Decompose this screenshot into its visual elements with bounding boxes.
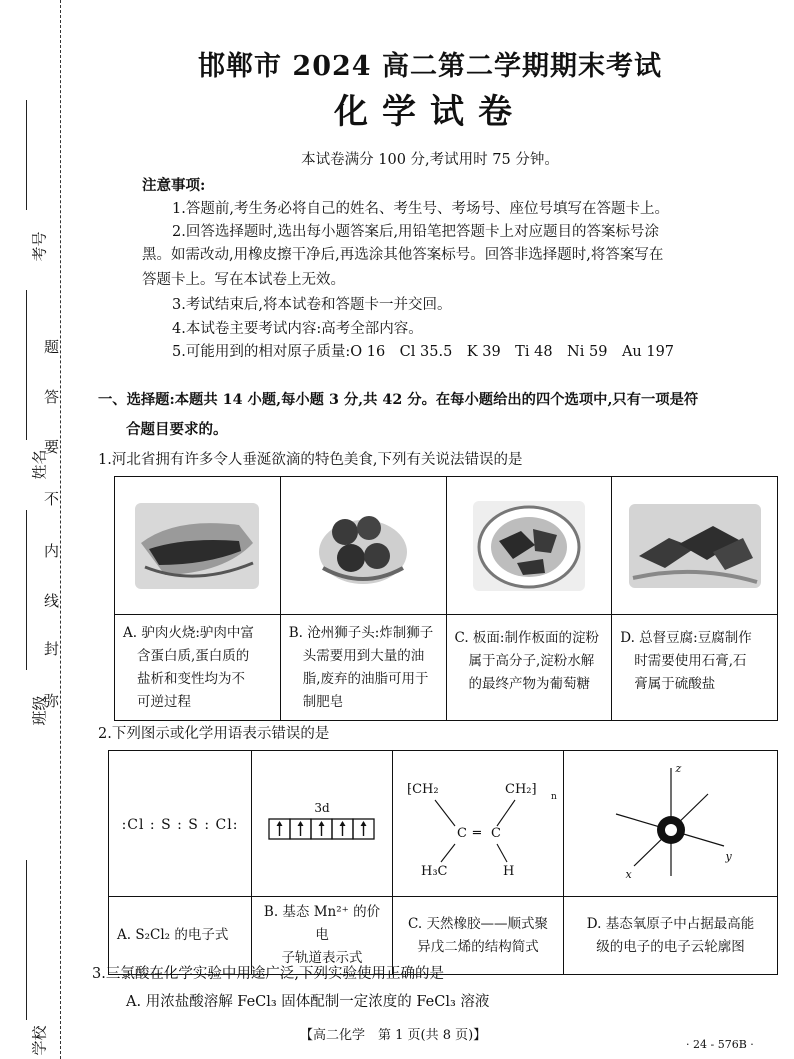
structure-n: n [551,791,557,802]
option-line: 子轨道表示式 [281,950,363,966]
option-line: B. 沧州狮子头:炸制狮子 [288,624,434,641]
option-2d [564,897,778,975]
question-1-table [114,476,778,721]
notice-heading: 注意事项: [142,177,206,194]
option-line: D. 总督豆腐:豆腐制作 [620,630,752,646]
noodle-photo [473,501,585,591]
seal-char: 要 [44,438,60,456]
page-footer: 【高二化学 第 1 页(共 8 页)】 [300,1028,487,1043]
notice-item: 黑。如需改动,用橡皮擦干净后,再选涂其他答案标号。回答非选择题时,将答案写在 [142,247,664,263]
structure-ch2-right: CH₂⁆ [505,781,537,797]
notice-item: 2.回答选择题时,选出每小题答案后,用铅笔把答题卡上对应题目的答案标号涂 [172,224,660,240]
structure-c1: C [457,825,467,841]
photo-cell [280,477,446,615]
p-orbital-diagram [596,754,746,894]
option-line: 盐析和变性均为不 [137,670,245,687]
notice-item: 答题卡上。写在本试卷上无效。 [142,272,345,288]
kaohao-label: 考号 [30,231,49,262]
axis-x-label: x [625,867,632,881]
s2cl2-electron-formula: :Cl : S : S : Cl: [121,817,239,833]
seal-char: 线 [44,592,60,610]
photo-cell [115,477,281,615]
notice-item: 4.本试卷主要考试内容:高考全部内容。 [172,321,423,337]
option-1c [446,615,612,721]
photo-cell [612,477,778,615]
option-line: 异戊二烯的结构简式 [417,938,539,955]
option-line: 头需要用到大量的油 [302,647,425,664]
option-line: 的最终产物为葡萄糖 [468,676,590,692]
photo-cell [446,477,612,615]
seal-char: 题 [44,338,60,356]
seal-char: 封 [44,640,60,658]
banji-underline [26,510,27,670]
option-line: 级的电子的电子云轮廓图 [596,938,745,955]
orbital-label: 3d [314,800,330,815]
electron-formula-cell [109,751,252,897]
question-3-stem: 3.三氯酸在化学实验中用途广泛,下列实验使用正确的是 [92,966,444,982]
orbital-diagram [267,817,377,841]
axis-z-label: z [675,761,682,775]
section-heading: 一、选择题:本题共 14 小题,每小题 3 分,共 42 分。在每小题给出的四个选项中,只有一项是符 [98,392,699,408]
option-line: C. 板面:制作板面的淀粉 [454,630,599,646]
structure-h3c: H₃C [421,863,448,879]
seal-char: 答 [44,388,60,406]
orbital-cloud-cell [564,751,778,897]
exam-title: 邯郸市 2024 高二第二学期期末考试 [198,51,662,82]
seal-line [60,0,61,1059]
lion-head-meatball-photo [303,498,423,594]
option-line: 脂,废弃的油脂可用于 [302,670,429,687]
option-line: C. 天然橡胶——顺式聚 [408,915,548,932]
option-line: D. 基态氧原子中占据最高能 [586,915,755,932]
option-line: 含蛋白质,蛋白质的 [137,647,250,664]
subject-title: 化学试卷 [334,92,526,132]
xuexiao-label: 学校 [30,1025,49,1056]
option-1d [612,615,778,721]
xingming-label: 姓名 [30,449,49,480]
kaohao-underline [26,100,27,210]
option-line: B. 基态 Mn²⁺ 的价电 [263,904,381,943]
tofu-photo [629,504,761,588]
question-2-stem: 2.下列图示或化学用语表示错误的是 [98,726,330,742]
option-1a [115,615,281,721]
xingming-underline [26,290,27,440]
option-line: 可逆过程 [137,693,191,710]
xuexiao-underline [26,860,27,1020]
structure-ch2-left: ⁅CH₂ [407,781,439,797]
option-line: 时需要使用石膏,石 [634,653,747,669]
option-line: A. 驴肉火烧:驴肉中富 [123,624,254,641]
page-code: · 24 - 576B · [686,1038,754,1051]
structure-bonds [393,754,563,894]
seal-char: 内 [44,542,60,560]
question-2-table [108,750,778,975]
section-heading-cont: 合题目要求的。 [126,421,228,438]
notice-item: 3.考试结束后,将本试卷和答题卡一并交回。 [172,297,452,313]
donkey-burger-photo [135,503,259,589]
option-line: 属于高分子,淀粉水解 [468,653,595,669]
notice-item: 5.可能用到的相对原子质量:O 16 Cl 35.5 K 39 Ti 48 Ni 59 Au 197 [172,344,675,360]
option-line: 制肥皂 [302,693,344,710]
structure-cell [393,751,564,897]
axis-y-label: y [725,849,732,863]
structure-c2: C [491,825,501,841]
option-1b [280,615,446,721]
notice-item: 1.答题前,考生务必将自己的姓名、考生号、考场号、座位号填写在答题卡上。 [172,201,669,217]
orbital-cell [252,751,393,897]
banji-label: 班级 [30,695,49,726]
exam-info: 本试卷满分 100 分,考试用时 75 分钟。 [301,152,559,168]
structure-h: H [503,863,515,879]
seal-char: 弥 [44,692,60,710]
question-3-option-a: A. 用浓盐酸溶解 FeCl₃ 固体配制一定浓度的 FeCl₃ 溶液 [126,994,490,1010]
structure-double-bond: ═ [473,825,481,841]
question-1-stem: 1.河北省拥有许多令人垂涎欲滴的特色美食,下列有关说法错误的是 [98,452,523,468]
option-line: 膏属于硫酸盐 [634,676,716,692]
seal-char: 不 [44,490,60,508]
option-line: A. S₂Cl₂ 的电子式 [117,927,229,943]
